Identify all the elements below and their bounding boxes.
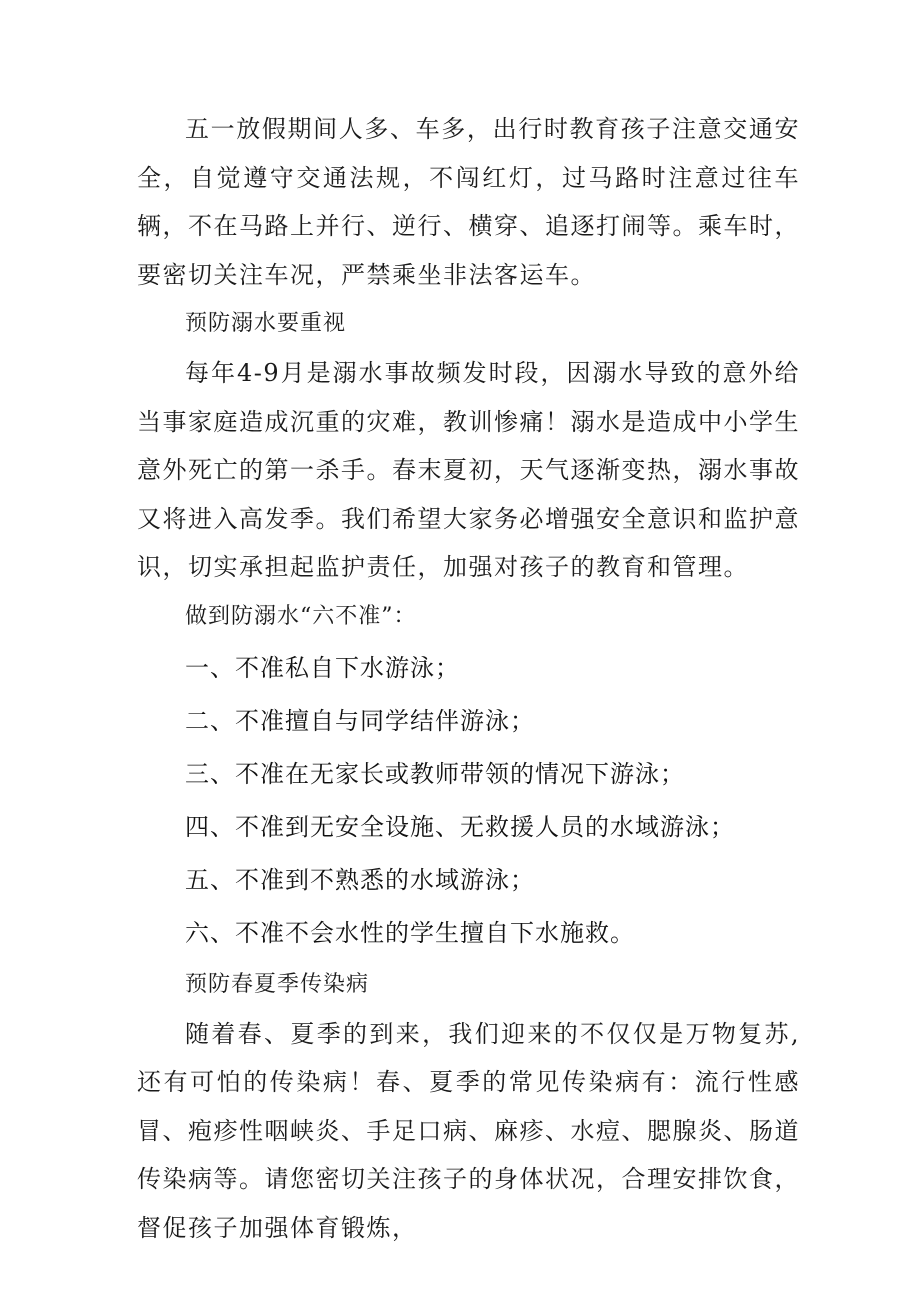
- rule-item: 三、不准在无家长或教师带领的情况下游泳；: [185, 759, 685, 788]
- disease-paragraph: 随着春、夏季的到来，我们迎来的不仅仅是万物复苏,还有可怕的传染病！春、夏季的常见传染病有：流行性感冒、疱疹性咽峡炎、手足口病、麻疹、水痘、腮腺炎、肠道传染病等。请您密切关注孩子的身体状况，合理安排饮食，督促孩子加强体育锻炼，: [137, 1019, 800, 1242]
- rule-item: 五、不准到不熟悉的水域游泳；: [185, 865, 535, 894]
- rule-item: 四、不准到无安全设施、无救援人员的水域游泳；: [185, 812, 735, 841]
- six-rules-intro: 做到防溺水“六不准”：: [185, 603, 417, 629]
- rule-item: 一、不准私自下水游泳；: [185, 653, 460, 682]
- disease-heading: 预防春夏季传染病: [185, 971, 370, 997]
- traffic-safety-paragraph: 五一放假期间人多、车多，出行时教育孩子注意交通安全，自觉遵守交通法规，不闯红灯，过马路时注意过往车辆，不在马路上并行、逆行、横穿、追逐打闹等。乘车时，要密切关注车况，严禁乘坐非法客运车。: [137, 115, 800, 289]
- drowning-heading: 预防溺水要重视: [185, 311, 347, 336]
- six-rules-list: [137, 642, 800, 960]
- rule-item: 六、不准不会水性的学生擅自下水施救。: [185, 918, 635, 947]
- rule-item: 二、不准擅自与同学结伴游泳；: [185, 706, 535, 735]
- document-body: [137, 105, 800, 1252]
- drowning-paragraph: 每年4-9月是溺水事故频发时段，因溺水导致的意外给当事家庭造成沉重的灾难，教训惨痛！溺水是造成中小学生意外死亡的第一杀手。春末夏初，天气逐渐变热，溺水事故又将进入高发季。我们希望大家务必增强安全意识和监护意识，切实承担起监护责任，加强对孩子的教育和管理。: [137, 359, 800, 581]
